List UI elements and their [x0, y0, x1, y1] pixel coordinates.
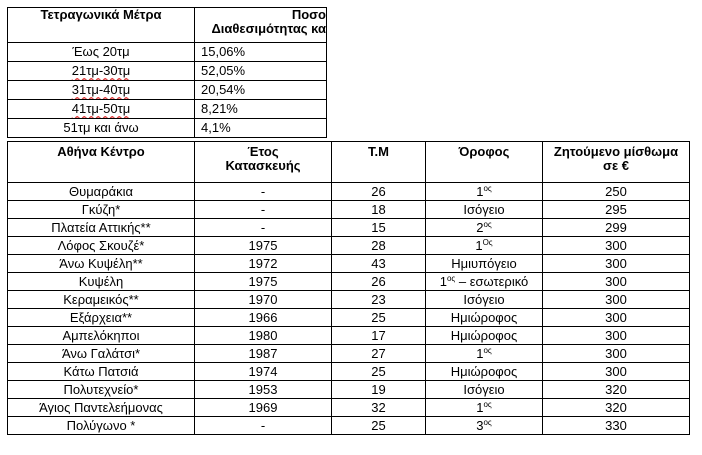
sqm-range: 21τμ-30τμ	[71, 63, 131, 78]
sqm-cell: 23	[332, 291, 426, 309]
listing-row	[8, 363, 690, 381]
area-cell: Αμπελόκηποι	[8, 327, 195, 345]
floor-suffix-sup: ος	[483, 345, 492, 355]
sqm-cell: 28	[332, 237, 426, 255]
floor-value: 1	[439, 273, 447, 289]
floor-value: Ημιώροφος	[450, 363, 518, 379]
sqm-range-cell	[8, 100, 195, 119]
listing-row	[8, 201, 690, 219]
availability-pct: 8,21%	[195, 100, 327, 119]
sqm-cell: 43	[332, 255, 426, 273]
summary-header-row	[8, 8, 327, 43]
sqm-range: Έως 20τμ	[72, 44, 130, 59]
floor-cell	[426, 381, 543, 399]
rent-cell: 300	[543, 363, 690, 381]
rent-cell: 320	[543, 399, 690, 417]
area-cell: Γκύζη*	[8, 201, 195, 219]
floor-extra: – εσωτερικό	[455, 273, 529, 289]
availability-pct: 20,54%	[195, 81, 327, 100]
year-cell: 1966	[195, 309, 332, 327]
availability-header-line2: Διαθεσιμότητας κα	[211, 21, 326, 36]
main-header-row	[8, 142, 690, 183]
floor-value: 3	[476, 417, 484, 433]
listing-row	[8, 237, 690, 255]
floor-value: 2	[476, 219, 484, 235]
year-cell: 1970	[195, 291, 332, 309]
year-cell: 1987	[195, 345, 332, 363]
availability-pct: 15,06%	[195, 43, 327, 62]
area-cell: Εξάρχεια**	[8, 309, 195, 327]
availability-header	[195, 8, 327, 43]
sqm-range: 41τμ-50τμ	[71, 101, 131, 116]
sqm-col-header: Τ.Μ	[332, 142, 426, 183]
area-cell: Άνω Γαλάτσι*	[8, 345, 195, 363]
sqm-cell: 18	[332, 201, 426, 219]
sqm-range-cell	[8, 81, 195, 100]
floor-cell	[426, 273, 543, 291]
floor-value: Ισόγειο	[463, 201, 505, 217]
rent-cell: 300	[543, 237, 690, 255]
rent-cell: 300	[543, 291, 690, 309]
sqm-cell: 26	[332, 273, 426, 291]
summary-row	[8, 62, 327, 81]
rent-header-line2: σε €	[603, 158, 629, 173]
sqm-range: 31τμ-40τμ	[71, 82, 131, 97]
sqm-cell: 15	[332, 219, 426, 237]
listing-row	[8, 183, 690, 201]
floor-cell	[426, 255, 543, 273]
floor-value: Ημιώροφος	[450, 309, 518, 325]
year-header-line1: Έτος	[247, 144, 279, 159]
sqm-range-cell	[8, 62, 195, 81]
year-header-line2: Κατασκευής	[225, 158, 301, 173]
floor-cell	[426, 291, 543, 309]
sqm-cell: 17	[332, 327, 426, 345]
summary-row	[8, 119, 327, 138]
year-cell: 1953	[195, 381, 332, 399]
floor-value: Ημιώροφος	[450, 327, 518, 343]
sqm-cell: 32	[332, 399, 426, 417]
year-cell: 1969	[195, 399, 332, 417]
sqm-cell: 25	[332, 363, 426, 381]
floor-cell	[426, 183, 543, 201]
listing-row	[8, 381, 690, 399]
year-cell: 1975	[195, 273, 332, 291]
rent-cell: 330	[543, 417, 690, 435]
year-cell: -	[195, 219, 332, 237]
availability-pct: 52,05%	[195, 62, 327, 81]
year-cell: 1980	[195, 327, 332, 345]
floor-suffix-sup: ος	[483, 417, 492, 427]
listing-row	[8, 399, 690, 417]
listing-row	[8, 309, 690, 327]
summary-row	[8, 43, 327, 62]
area-header: Αθήνα Κέντρο	[8, 142, 195, 183]
year-cell: 1972	[195, 255, 332, 273]
sqm-cell: 25	[332, 309, 426, 327]
floor-cell	[426, 363, 543, 381]
area-cell: Κάτω Πατσιά	[8, 363, 195, 381]
area-cell: Πολύγωνο *	[8, 417, 195, 435]
sqm-availability-table	[7, 7, 327, 138]
rent-cell: 300	[543, 327, 690, 345]
floor-suffix-sup: ος	[483, 183, 492, 193]
area-cell: Κεραμεικός**	[8, 291, 195, 309]
sqm-range-cell	[8, 43, 195, 62]
area-cell: Πολυτεχνείο*	[8, 381, 195, 399]
floor-suffix-sup: ος	[483, 399, 492, 409]
floor-cell	[426, 309, 543, 327]
summary-row	[8, 100, 327, 119]
floor-suffix-sup: ος	[483, 219, 492, 229]
summary-body	[8, 43, 327, 138]
floor-value: 1	[476, 183, 484, 199]
floor-suffix-sup: ος	[446, 273, 456, 283]
floor-suffix-sup: Ος	[482, 237, 493, 247]
floor-cell	[426, 219, 543, 237]
area-cell: Πλατεία Αττικής**	[8, 219, 195, 237]
floor-value: Ισόγειο	[463, 291, 505, 307]
area-cell: Λόφος Σκουζέ*	[8, 237, 195, 255]
sqm-cell: 27	[332, 345, 426, 363]
floor-value: 1	[476, 399, 484, 415]
rent-cell: 320	[543, 381, 690, 399]
listing-row	[8, 255, 690, 273]
floor-value: Ισόγειο	[463, 381, 505, 397]
floor-cell	[426, 237, 543, 255]
floor-cell	[426, 201, 543, 219]
availability-header-line1: Ποσο	[291, 7, 326, 22]
floor-cell	[426, 327, 543, 345]
year-cell: -	[195, 183, 332, 201]
rent-cell: 300	[543, 309, 690, 327]
rent-cell: 300	[543, 345, 690, 363]
floor-value: Ημιυπόγειο	[451, 255, 517, 271]
rent-cell: 300	[543, 255, 690, 273]
rent-header-line1: Ζητούμενο μίσθωμα	[553, 144, 679, 159]
rent-cell: 250	[543, 183, 690, 201]
listing-row	[8, 417, 690, 435]
summary-row	[8, 81, 327, 100]
sqm-cell: 25	[332, 417, 426, 435]
year-cell: 1975	[195, 237, 332, 255]
year-cell: -	[195, 201, 332, 219]
area-cell: Άγιος Παντελεήμονας	[8, 399, 195, 417]
rent-cell: 300	[543, 273, 690, 291]
floor-header: Όροφος	[426, 142, 543, 183]
rent-listings-table	[7, 141, 690, 435]
listing-row	[8, 345, 690, 363]
sqm-header: Τετραγωνικά Μέτρα	[8, 8, 195, 43]
rent-header	[543, 142, 690, 183]
sqm-range-cell	[8, 119, 195, 138]
year-header	[195, 142, 332, 183]
area-cell: Κυψέλη	[8, 273, 195, 291]
listing-row	[8, 327, 690, 345]
rent-cell: 299	[543, 219, 690, 237]
listing-row	[8, 219, 690, 237]
year-cell: 1974	[195, 363, 332, 381]
rent-cell: 295	[543, 201, 690, 219]
floor-value: 1	[476, 345, 484, 361]
floor-value: 1	[475, 237, 483, 253]
sqm-cell: 19	[332, 381, 426, 399]
area-cell: Θυμαράκια	[8, 183, 195, 201]
floor-cell	[426, 345, 543, 363]
sqm-range: 51τμ και άνω	[63, 120, 139, 135]
availability-pct: 4,1%	[195, 119, 327, 138]
listing-row	[8, 291, 690, 309]
main-body	[8, 183, 690, 435]
floor-cell	[426, 399, 543, 417]
year-cell: -	[195, 417, 332, 435]
sqm-cell: 26	[332, 183, 426, 201]
floor-cell	[426, 417, 543, 435]
area-cell: Άνω Κυψέλη**	[8, 255, 195, 273]
listing-row	[8, 273, 690, 291]
